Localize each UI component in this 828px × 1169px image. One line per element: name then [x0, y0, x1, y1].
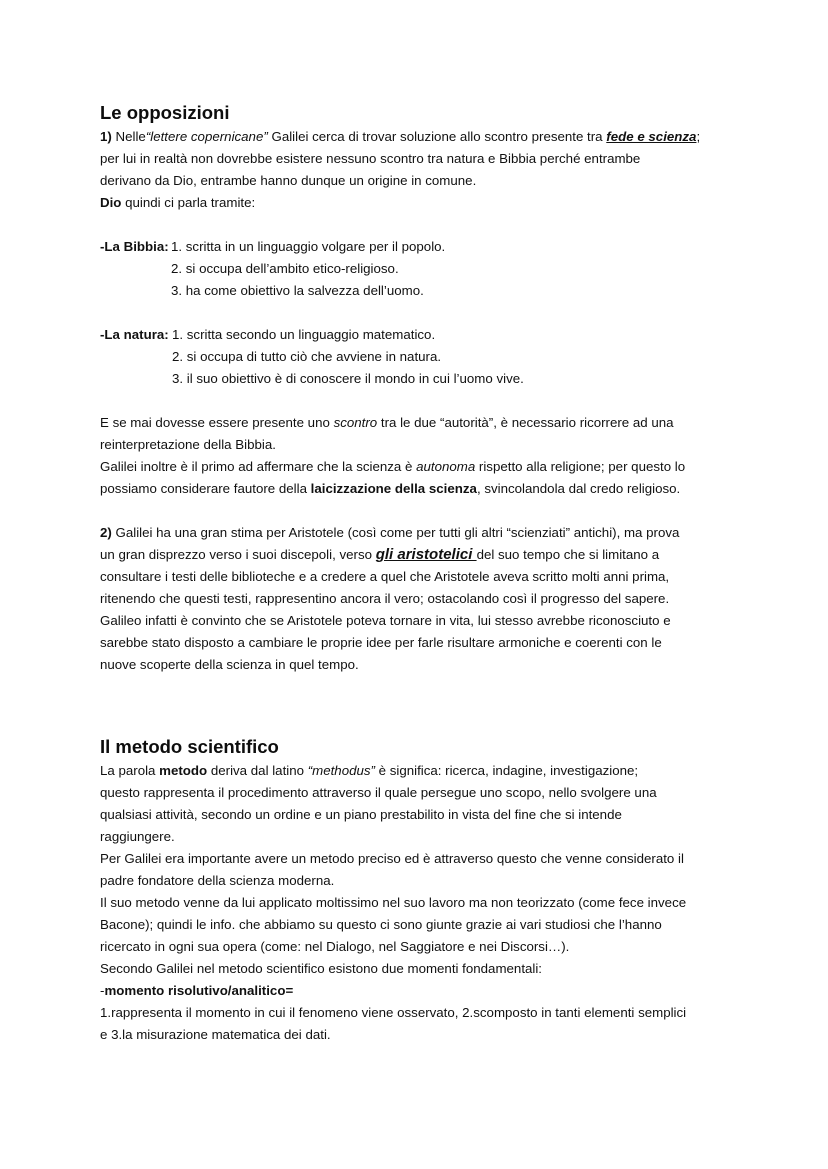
metodo-line-2: questo rappresenta il procedimento attraverso il quale persegue uno scopo, nello svolgere una — [100, 785, 657, 800]
paragraph-3-line-5: Galileo infatti è convinto che se Aristotele poteva tornare in vita, lui stesso avrebbe riconosciuto e — [100, 613, 671, 628]
metodo-line-13: e 3.la misurazione matematica dei dati. — [100, 1027, 331, 1042]
metodo-line-8: Bacone); quindi le info. che abbiamo su questo ci sono giunte grazie ai vari studiosi che l’hanno — [100, 917, 662, 932]
paragraph-3-line-1: 2) Galilei ha una gran stima per Aristotele (così come per tutti gli altri “scienziati” antichi), ma prova — [100, 525, 680, 540]
point-number-2: 2) — [100, 525, 112, 540]
metodo-line-1: La parola metodo deriva dal latino “methodus” è significa: ricerca, indagine, investigazione; — [100, 763, 639, 778]
list-item: 3. il suo obiettivo è di conoscere il mondo in cui l’uomo vive. — [172, 371, 524, 386]
spacer — [100, 390, 730, 412]
paragraph-3-line-6: sarebbe stato disposto a cambiare le proprie idee per farle risultare armoniche e coerenti con le — [100, 635, 662, 650]
paragraph-3-line-4: ritenendo che questi testi, rappresentino ancora il vero; ostacolando così il progresso del sapere. — [100, 591, 670, 606]
point-number-1: 1) — [100, 129, 112, 144]
paragraph-3-line-2: un gran disprezzo verso i suoi discepoli, verso gli aristotelici del suo tempo che si limitano a — [100, 546, 660, 563]
spacer — [100, 302, 730, 324]
section-spacer — [100, 676, 730, 734]
spacer — [100, 500, 730, 522]
paragraph-1-line-3: derivano da Dio, entrambe hanno dunque un origine in comune. — [100, 173, 477, 188]
laicizzazione-emphasis: laicizzazione della scienza — [310, 481, 477, 496]
momento-risolutivo-label: momento risolutivo/analitico= — [104, 983, 294, 998]
document-content — [100, 100, 730, 1046]
natura-list — [100, 324, 730, 390]
metodo-line-10: Secondo Galilei nel metodo scientifico esistono due momenti fondamentali: — [100, 961, 543, 976]
section-title-metodo: Il metodo scientifico — [100, 736, 279, 757]
dio-line: Dio quindi ci parla tramite: — [100, 195, 256, 210]
bibbia-label: -La Bibbia: — [100, 239, 173, 254]
paragraph-2-line-4: possiamo considerare fautore della laicizzazione della scienza, svincolandola dal credo religioso. — [100, 481, 681, 496]
paragraph-3-line-7: nuove scoperte della scienza in quel tempo. — [100, 657, 359, 672]
list-item: 2. si occupa dell’ambito etico-religioso. — [171, 261, 399, 276]
metodo-line-12: 1.rappresenta il momento in cui il fenomeno viene osservato, 2.scomposto in tanti elementi semplici — [100, 1005, 687, 1020]
list-item: 3. ha come obiettivo la salvezza dell’uomo. — [171, 283, 424, 298]
spacer — [100, 214, 730, 236]
paragraph-3-line-3: consultare i testi delle biblioteche e a credere a quel che Aristotele aveva scritto molti anni prima, — [100, 569, 670, 584]
natura-label: -La natura: — [100, 327, 173, 342]
list-item: 2. si occupa di tutto ciò che avviene in natura. — [172, 349, 442, 364]
list-item: 1. scritta in un linguaggio volgare per il popolo. — [171, 239, 446, 254]
bibbia-items — [171, 236, 445, 302]
paragraph-2-line-3: Galilei inoltre è il primo ad affermare che la scienza è autonoma rispetto alla religione; per questo lo — [100, 459, 686, 474]
metodo-line-9: ricercato in ogni sua opera (come: nel Dialogo, nel Saggiatore e nei Discorsi…). — [100, 939, 570, 954]
bibbia-list — [100, 236, 730, 302]
list-item: 1. scritta secondo un linguaggio matematico. — [172, 327, 436, 342]
section-title-opposizioni: Le opposizioni — [100, 102, 230, 123]
metodo-line-11: -momento risolutivo/analitico= — [100, 983, 294, 998]
paragraph-2-line-2: reinterpretazione della Bibbia. — [100, 437, 276, 452]
fede-e-scienza-emphasis: fede e scienza — [606, 129, 697, 144]
metodo-line-3: qualsiasi attività, secondo un ordine e un piano prestabilito in vista del fine che si intende — [100, 807, 622, 822]
metodo-line-5: Per Galilei era importante avere un metodo preciso ed è attraverso questo che venne considerato il — [100, 851, 684, 866]
paragraph-1-line-2: per lui in realtà non dovrebbe esistere nessuno scontro tra natura e Bibbia perché entrambe — [100, 151, 641, 166]
paragraph-1-line-1: 1) Nelle“lettere copernicane” Galilei cerca di trovar soluzione allo scontro presente tra fede e scienza; — [100, 129, 701, 144]
natura-items — [172, 324, 524, 390]
metodo-line-4: raggiungere. — [100, 829, 175, 844]
aristotelici-emphasis: gli aristotelici — [375, 546, 477, 563]
metodo-line-7: Il suo metodo venne da lui applicato moltissimo nel suo lavoro ma non teorizzato (come fece invece — [100, 895, 687, 910]
metodo-line-6: padre fondatore della scienza moderna. — [100, 873, 335, 888]
paragraph-2-line-1: E se mai dovesse essere presente uno scontro tra le due “autorità”, è necessario ricorrere ad una — [100, 415, 674, 430]
lettere-copernicane: “lettere copernicane” — [145, 129, 268, 144]
